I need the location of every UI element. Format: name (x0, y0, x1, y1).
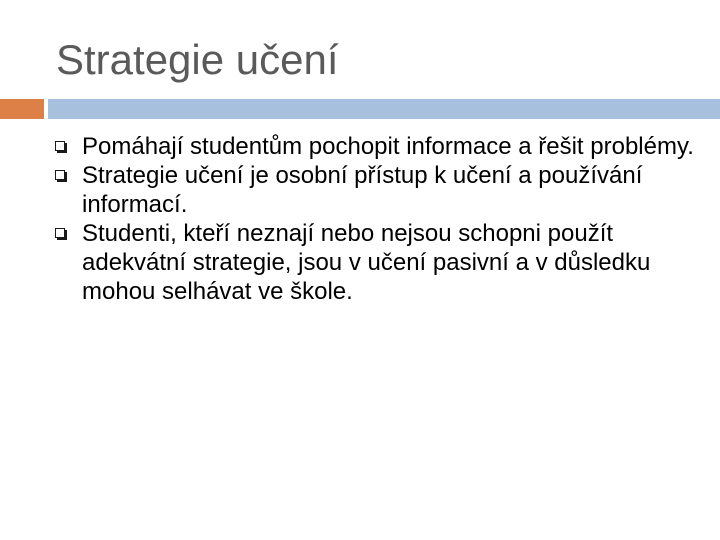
bullet-item (46, 132, 706, 161)
square-bullet-icon (55, 141, 65, 151)
title-accent-bar (0, 99, 44, 119)
bullet-item (46, 161, 706, 219)
bullet-item (46, 219, 706, 306)
slide-title: Strategie učení (56, 36, 339, 83)
bullet-text: Strategie učení je osobní přístup k učení a používání informací. (82, 162, 643, 218)
square-bullet-icon (55, 228, 65, 238)
bullet-text: Studenti, kteří neznají nebo nejsou schopni použít adekvátní strategie, jsou v učení pasivní a v důsledku mohou selhávat ve škole. (82, 220, 651, 305)
title-rule-bar (48, 99, 720, 119)
square-bullet-icon (55, 170, 65, 180)
bullet-text: Pomáhají studentům pochopit informace a řešit problémy. (82, 133, 694, 160)
bullet-list (46, 132, 706, 306)
